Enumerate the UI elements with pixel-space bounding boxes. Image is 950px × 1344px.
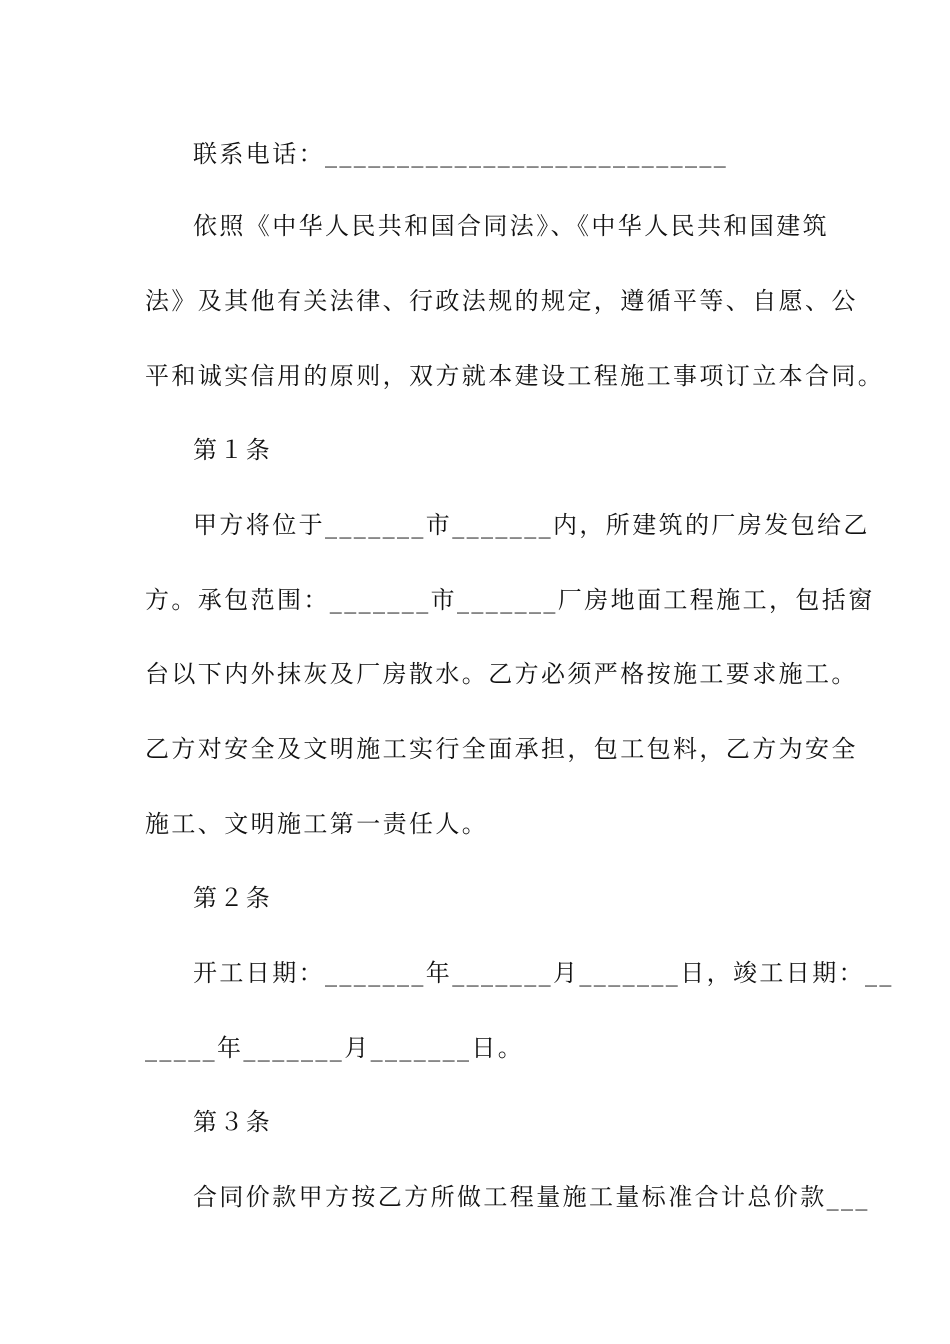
paragraph-line: 法》及其他有关法律、行政法规的规定，遵循平等、自愿、公 <box>145 287 858 315</box>
article-heading-3: 第３条 <box>193 1108 273 1136</box>
article-heading-1: 第１条 <box>193 436 273 464</box>
paragraph-line: 方。承包范围：_______市_______厂房地面工程施工，包括窗 <box>145 586 875 614</box>
paragraph-line: 平和诚实信用的原则，双方就本建设工程施工事项订立本合同。 <box>145 362 885 390</box>
contact-phone-line: 联系电话：____________________________ <box>193 140 729 168</box>
paragraph-line: 台以下内外抹灰及厂房散水。乙方必须严格按施工要求施工。 <box>145 660 858 688</box>
paragraph-line: 施工、文明施工第一责任人。 <box>145 810 489 838</box>
paragraph-line: 合同价款甲方按乙方所做工程量施工量标准合计总价款___ <box>193 1183 870 1211</box>
paragraph-line: _____年_______月_______日。 <box>145 1034 525 1062</box>
paragraph-line: 依照《中华人民共和国合同法》、《中华人民共和国建筑 <box>193 212 829 240</box>
article-heading-2: 第２条 <box>193 884 273 912</box>
paragraph-line: 甲方将位于_______市_______内，所建筑的厂房发包给乙 <box>193 511 870 539</box>
paragraph-line: 乙方对安全及文明施工实行全面承担，包工包料，乙方为安全 <box>145 735 858 763</box>
paragraph-line: 开工日期：_______年_______月_______日，竣工日期：__ <box>193 959 894 987</box>
